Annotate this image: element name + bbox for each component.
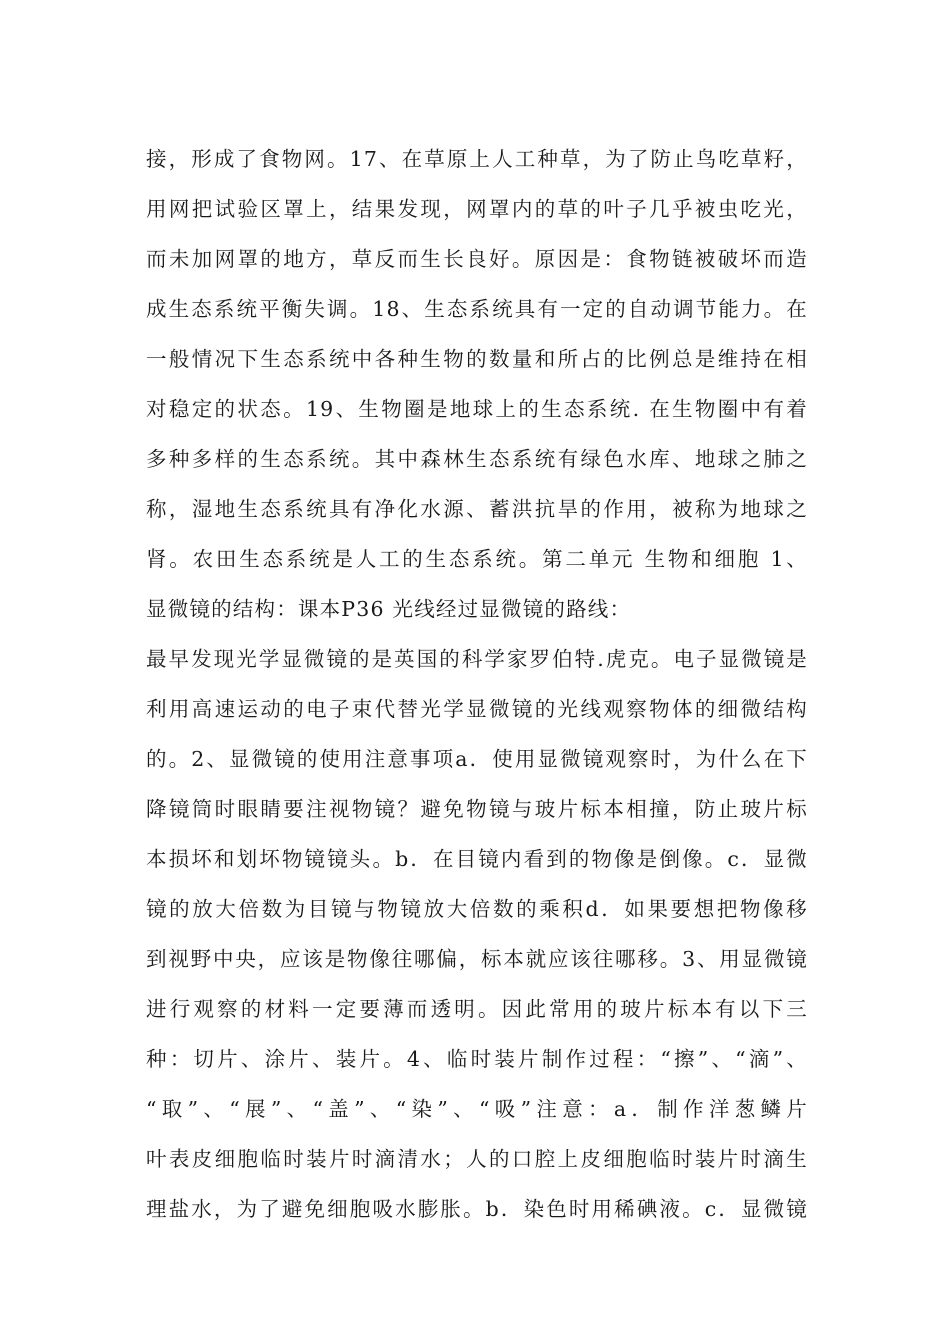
text-line: 对稳定的状态。19、生物圈是地球上的生态系统. 在生物圈中有着 <box>146 397 808 421</box>
text-line: 而未加网罩的地方，草反而生长良好。原因是：食物链被破坏而造 <box>146 247 808 271</box>
text-line: 肾。农田生态系统是人工的生态系统。第二单元 生物和细胞 1、 <box>146 547 808 571</box>
text-line: 理盐水，为了避免细胞吸水膨胀。b．染色时用稀碘液。c．显微镜 <box>146 1197 808 1221</box>
text-line: 降镜筒时眼睛要注视物镜？避免物镜与玻片标本相撞，防止玻片标 <box>146 797 808 821</box>
text-line: 叶表皮细胞临时装片时滴清水；人的口腔上皮细胞临时装片时滴生 <box>146 1147 808 1171</box>
text-line: 成生态系统平衡失调。18、生态系统具有一定的自动调节能力。在 <box>146 297 808 321</box>
text-line: 利用高速运动的电子束代替光学显微镜的光线观察物体的细微结构 <box>146 697 808 721</box>
text-line: 本损坏和划坏物镜镜头。b．在目镜内看到的物像是倒像。c．显微 <box>146 847 808 871</box>
text-line: 称，湿地生态系统具有净化水源、蓄洪抗旱的作用，被称为地球之 <box>146 497 808 521</box>
text-line: 的。2、显微镜的使用注意事项a．使用显微镜观察时，为什么在下 <box>146 747 808 771</box>
text-line: 到视野中央，应该是物像往哪偏，标本就应该往哪移。3、用显微镜 <box>146 947 808 971</box>
text-line: 进行观察的材料一定要薄而透明。因此常用的玻片标本有以下三 <box>146 997 808 1021</box>
text-line: 显微镜的结构：课本P36 光线经过显微镜的路线： <box>146 597 632 621</box>
text-line: 多种多样的生态系统。其中森林生态系统有绿色水库、地球之肺之 <box>146 447 808 471</box>
text-line: 种：切片、涂片、装片。4、临时装片制作过程：“擦”、“滴”、 <box>146 1047 808 1071</box>
body-text <box>146 134 808 1234</box>
text-line: 用网把试验区罩上，结果发现，网罩内的草的叶子几乎被虫吃光， <box>146 197 808 221</box>
text-line: “取”、“展”、“盖”、“染”、“吸”注意：a．制作洋葱鳞片 <box>146 1097 808 1121</box>
text-line: 最早发现光学显微镜的是英国的科学家罗伯特.虎克。电子显微镜是 <box>146 647 808 671</box>
text-line: 接，形成了食物网。17、在草原上人工种草，为了防止鸟吃草籽， <box>146 147 808 171</box>
text-line: 镜的放大倍数为目镜与物镜放大倍数的乘积d．如果要想把物像移 <box>146 897 808 921</box>
text-line: 一般情况下生态系统中各种生物的数量和所占的比例总是维持在相 <box>146 347 808 371</box>
